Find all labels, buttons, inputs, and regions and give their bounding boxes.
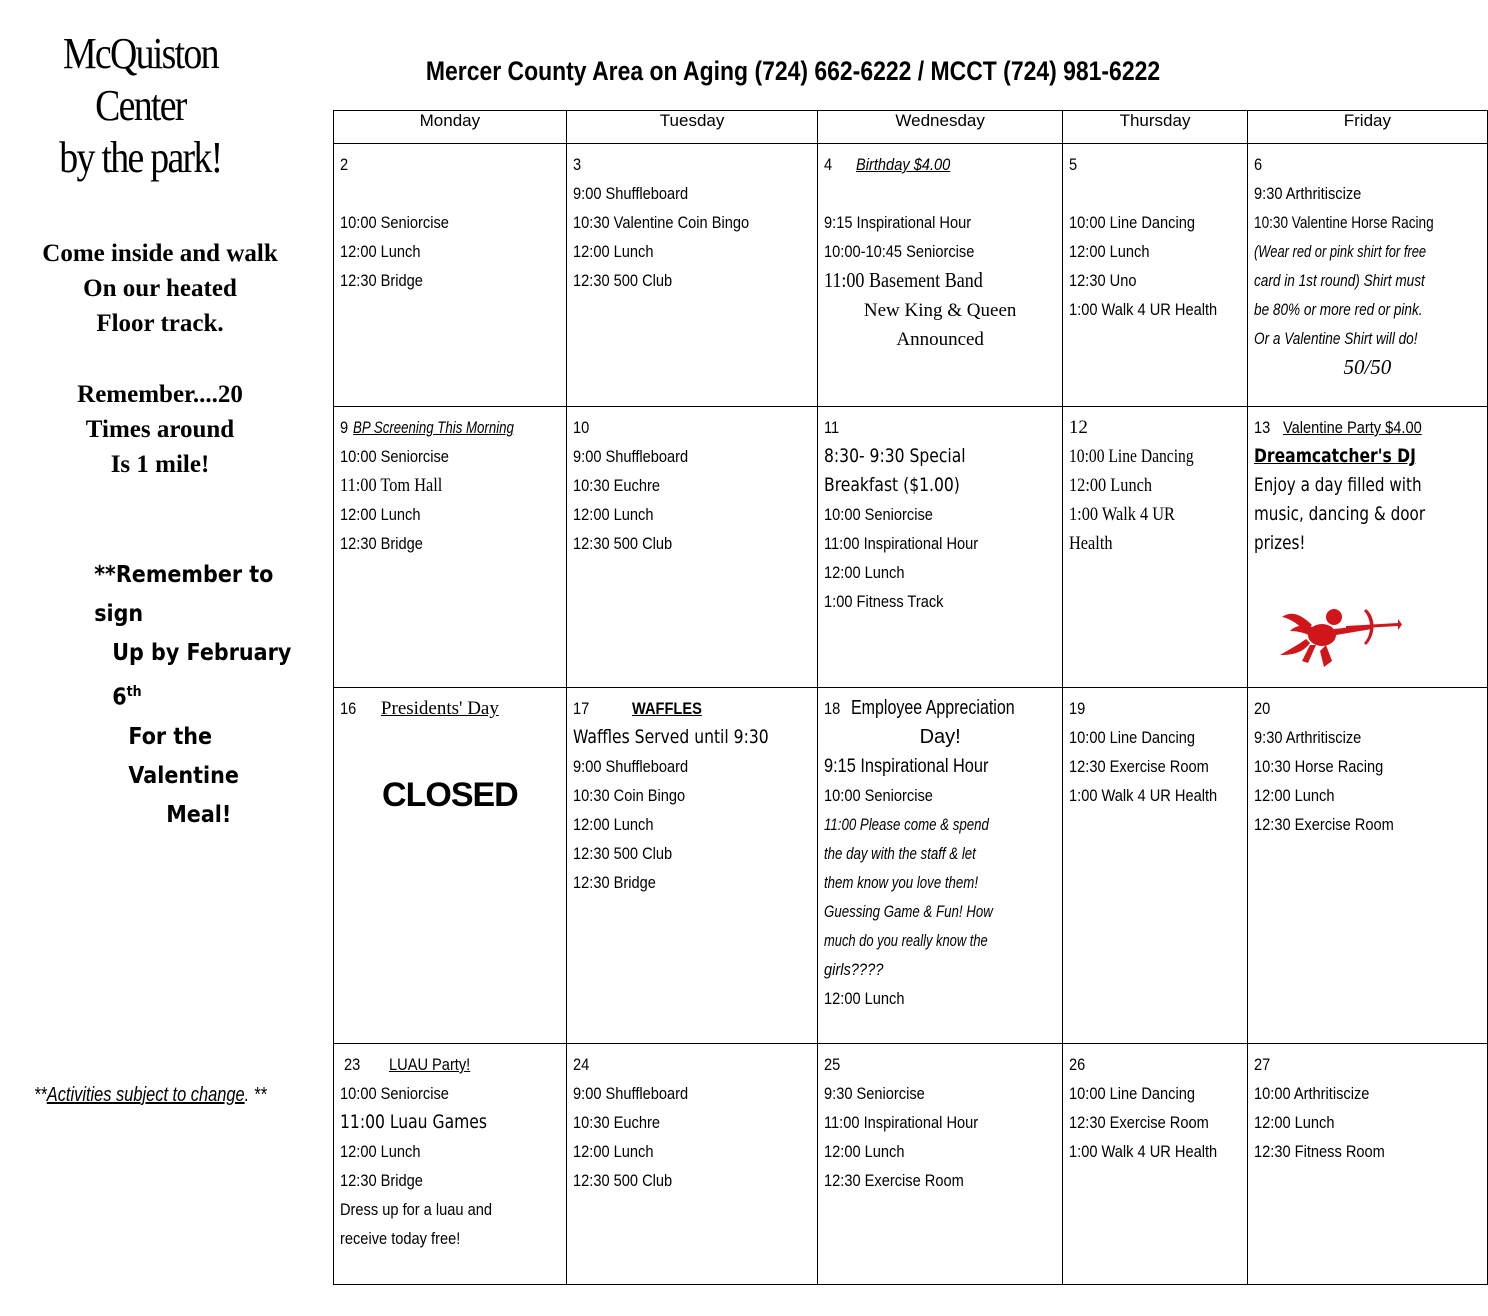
event-line: 12:30 Fitness Room [1254,1142,1386,1161]
event-line: 50/50 [1343,355,1392,379]
event-line: them know you love them! [824,873,979,892]
event-line: 11:00 Please come & spend [824,815,990,834]
day-heading: WAFFLES [631,699,702,718]
event-line: 10:30 Valentine Coin Bingo [572,213,749,232]
event-line: 12:30 Bridge [572,873,656,892]
event-line [824,179,1056,208]
walk-line: Come inside and walk [42,240,278,267]
date-number: 12 [1068,417,1088,438]
date-number: 18 [824,699,841,718]
event-line: New King & Queen [863,300,1017,321]
event-line: 12:00 Lunch [824,563,905,582]
event-line: 10:00 Seniorcise [824,505,934,524]
remember-line: Is 1 mile! [110,451,210,478]
remember-line: Times around [85,416,235,443]
event-line: 12:30 Exercise Room [824,1171,965,1190]
sign-up-line [112,634,294,718]
date-number: 6 [1254,155,1263,174]
event-line: 10:00 Seniorcise [340,1084,449,1103]
day-cell [1062,1044,1247,1285]
day-cell [1248,144,1487,407]
event-line: 12:30 Bridge [340,1171,423,1190]
event-line: 9:00 Shuffleboard [572,757,688,776]
event-line: 10:30 Coin Bingo [572,786,685,805]
day-header-row [334,111,1488,144]
day-header-wednesday: Wednesday [818,111,1063,144]
event-line: 9:00 Shuffleboard [572,447,688,466]
center-title-line: by the park! [59,133,222,182]
event-line: 10:00 Line Dancing [1068,1084,1195,1103]
event-line: 12:00 Lunch [1068,475,1152,496]
day-cell [818,688,1063,1044]
event-line: Enjoy a day filled with [1254,474,1422,496]
event-line: 10:30 Euchre [572,476,660,495]
day-header-tuesday: Tuesday [566,111,818,144]
day-cell [566,1044,818,1285]
date-number: 24 [572,1055,590,1074]
event-line: Dreamcatcher's DJ [1254,445,1417,467]
week-row [334,144,1488,407]
day-cell [1062,688,1247,1044]
event-line: 12:00 Lunch [1068,242,1150,261]
event-line: 8:30- 9:30 Special [824,445,967,467]
date-number: 23 [344,1055,361,1074]
event-line: 10:00 Arthritiscize [1254,1084,1370,1103]
remember-line: Remember....20 [77,381,243,408]
event-line: 9:30 Arthritiscize [1254,728,1362,747]
event-line: Dress up for a luau and [340,1200,492,1219]
event-line: 12:00 Lunch [340,242,421,261]
date-number: 11 [824,418,840,437]
week-row [334,407,1488,688]
event-line: 10:00 Seniorcise [824,786,934,805]
event-line: 12:00 Lunch [572,505,654,524]
date-number: 25 [824,1055,841,1074]
event-line: 10:00 Seniorcise [340,447,449,466]
event-line: 11:00 Luau Games [340,1111,488,1133]
event-line: 1:00 Walk 4 UR Health [1068,1142,1218,1161]
event-line: 12:00 Lunch [572,242,654,261]
event-line: 11:00 Inspirational Hour [824,534,979,553]
event-line: 1:00 Walk 4 UR Health [1068,786,1218,805]
day-heading: Birthday $4.00 [855,155,951,174]
event-line: 12:30 Exercise Room [1068,1113,1209,1132]
event-line: 9:30 Arthritiscize [1254,184,1362,203]
event-line: 12:00 Lunch [340,505,421,524]
day-cell [1248,1044,1487,1285]
event-line: Health [1068,533,1113,554]
page-title: Mercer County Area on Aging (724) 662-6222 / MCCT (724) 981-6222 [425,56,1161,86]
day-cell [334,688,567,1044]
subject-prefix: ** [34,1084,47,1106]
closed-label: CLOSED [382,776,518,814]
event-line: 12:30 Exercise Room [1068,757,1209,776]
day-cell [1248,688,1487,1044]
day-heading: BP Screening This Morning [353,418,515,437]
date-number: 10 [572,418,590,437]
event-line: much do you really know the [824,931,989,950]
event-line: 10:00 Line Dancing [1068,213,1195,232]
event-line: Or a Valentine Shirt will do! [1254,329,1418,348]
day-cell [566,407,818,688]
date-number: 20 [1254,699,1271,718]
date-number: 3 [572,155,581,174]
event-line: 11:00 Tom Hall [340,475,443,496]
event-line: 12:30 Bridge [340,534,423,553]
event-line: 9:15 Inspirational Hour [824,213,972,232]
sidebar [0,0,330,1316]
event-line: prizes! [1254,532,1306,554]
walk-line: Floor track. [96,310,224,337]
sign-up-text: Up by February 6 [112,640,292,711]
event-line [340,179,560,208]
event-line: 11:00 Basement Band [824,268,984,292]
week-row [334,1044,1488,1285]
sign-up-line: **Remember to sign [94,562,274,627]
day-cell [334,407,567,688]
date-number: 5 [1068,155,1078,174]
day-cell [566,688,818,1044]
event-line: 12:30 Exercise Room [1254,815,1394,834]
day-heading: LUAU Party! [388,1055,471,1074]
center-title-line: McQuiston Center [63,29,218,130]
event-line: 9:15 Inspirational Hour [824,756,989,777]
cupid-icon [1276,595,1402,671]
superscript: th [126,684,142,700]
event-line: 12:30 500 Club [572,1171,672,1190]
event-line: 12:00 Lunch [340,1142,421,1161]
day-heading-continued: Day! [919,726,961,748]
event-line: girls???? [824,960,884,979]
event-line: 10:00 Line Dancing [1068,728,1195,747]
event-line: 10:30 Euchre [572,1113,660,1132]
day-cell [334,144,567,407]
event-line: 12:00 Lunch [1254,1113,1335,1132]
event-line: 1:00 Walk 4 UR [1068,504,1175,525]
day-heading: Employee Appreciation [851,697,1015,719]
event-line: 12:30 500 Club [572,271,672,290]
event-line: card in 1st round) Shirt must [1254,271,1425,290]
day-cell [1062,144,1247,407]
day-header-friday: Friday [1248,111,1487,144]
event-line: 12:30 Bridge [340,271,423,290]
spacer [20,341,300,377]
event-line: 12:30 500 Club [572,534,672,553]
event-line: 9:30 Seniorcise [824,1084,926,1103]
date-number: 17 [572,699,590,718]
event-line: 12:00 Lunch [824,989,905,1008]
event-line: Guessing Game & Fun! How [824,902,994,921]
event-line: (Wear red or pink shirt for free [1254,242,1427,261]
event-line: 12:00 Lunch [1254,786,1335,805]
event-line: Breakfast ($1.00) [824,474,961,496]
event-line: Announced [896,329,984,350]
date-number: 26 [1068,1055,1086,1074]
event-line: music, dancing & door [1254,503,1426,525]
event-line: 12:30 Uno [1068,271,1137,290]
day-cell [1248,407,1487,688]
subject-suffix: . ** [244,1084,267,1106]
date-number: 16 [340,699,357,718]
event-line [1069,179,1241,208]
sign-up-line: For the Valentine [128,723,239,789]
event-line: be 80% or more red or pink. [1254,300,1423,319]
day-heading: Presidents' Day [380,698,499,719]
event-line: 1:00 Fitness Track [824,592,944,611]
event-line: 11:00 Inspirational Hour [824,1113,979,1132]
event-line: 12:00 Lunch [572,815,654,834]
sign-up-line: Meal! [166,801,232,828]
sign-up-note [60,556,294,835]
day-cell [818,144,1063,407]
event-line: 10:30 Valentine Horse Racing [1254,213,1434,232]
week-row [334,688,1488,1044]
subject-text: Activities subject to change [46,1084,245,1106]
event-line: 10:00 Seniorcise [340,213,449,232]
event-line: receive today free! [340,1229,461,1248]
activities-subject-note [34,1084,267,1107]
day-cell [334,1044,567,1285]
event-line: 12:00 Lunch [824,1142,905,1161]
date-number: 2 [340,155,349,174]
day-cell [566,144,818,407]
day-header-monday: Monday [334,111,567,144]
calendar-table [333,110,1488,1285]
walk-line: On our heated [83,275,237,302]
event-line: Waffles Served until 9:30 [572,726,769,748]
date-number: 13 [1254,418,1271,437]
day-cell [818,407,1063,688]
date-number: 19 [1068,699,1086,718]
event-line: 10:30 Horse Racing [1254,757,1384,776]
event-line: 9:00 Shuffleboard [572,1084,688,1103]
walk-note [20,236,300,482]
center-title [20,28,261,184]
event-line: 9:00 Shuffleboard [572,184,688,203]
day-heading: Valentine Party $4.00 [1283,418,1422,437]
day-cell [1062,407,1247,688]
event-line: 12:30 500 Club [572,844,672,863]
event-line: the day with the staff & let [824,844,977,863]
event-line: 1:00 Walk 4 UR Health [1068,300,1218,319]
date-number: 27 [1254,1055,1271,1074]
date-number: 9 [340,418,349,437]
event-line: 12:00 Lunch [572,1142,654,1161]
day-cell [818,1044,1063,1285]
event-line: 10:00 Line Dancing [1068,446,1194,467]
date-number: 4 [824,155,833,174]
day-header-thursday: Thursday [1062,111,1247,144]
event-line: 10:00-10:45 Seniorcise [824,242,975,261]
